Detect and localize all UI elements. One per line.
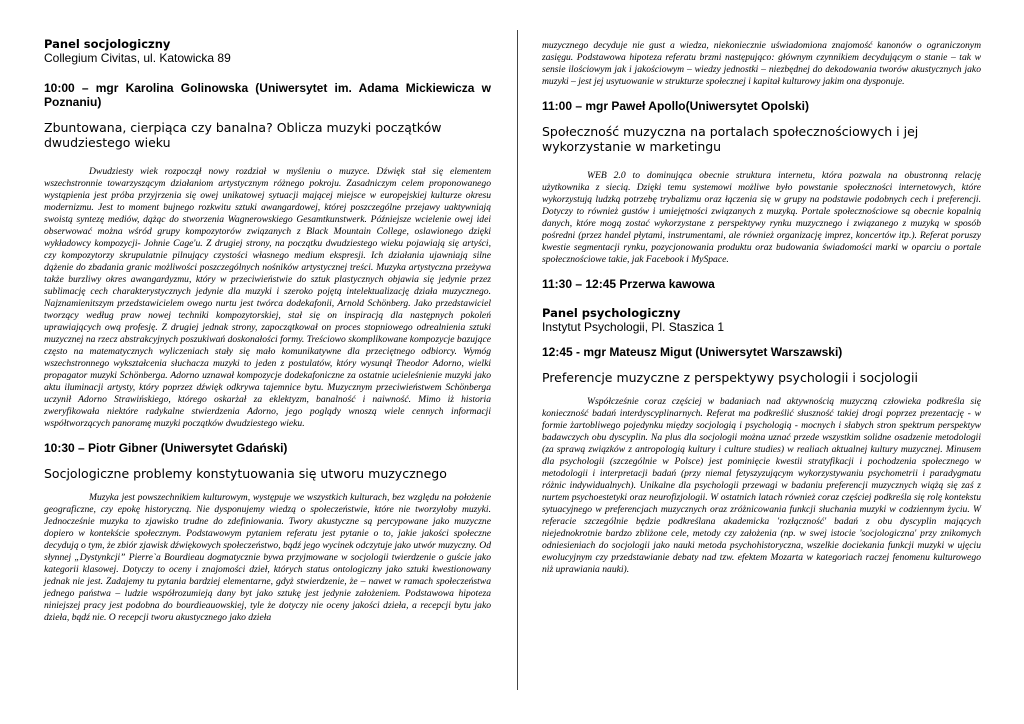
left-column <box>44 38 491 624</box>
talk-header: 11:00 – mgr Paweł Apollo(Uniwersytet Opolski) <box>542 99 809 113</box>
break-header: 11:30 – 12:45 Przerwa kawowa <box>542 277 715 291</box>
talk-abstract: Współcześnie coraz częściej w badaniach nad aktywnością muzyczną człowieka podkreśla się konieczność badań interdyscyplinarnych. Referat ma podkreślić słuszność takiej drogi poprzez prezentację - w formie żartobliwego pojedynku między socjologią i psychologią - mocnych i słabych stron spektrum perspektyw badawczych obu dyscyplin. Na plus dla socjologii można uznać przede wszystkim solidne osadzenie metodologii (za sprawą związków z antropologią kultury i culture studies) w realiach aktualnej kultury muzycznej. Minusem dla psychologii (szczególnie w Polsce) jest pominięcie kwestii stratyfikacji i pochodzenia społecznego w metodologii i interpretacji badań (przy niemal fetyszyzującym wykorzystywaniu psychometrii i paradygmatu różnic indywidualnych). Unikalne dla psychologii przewagi w badaniu preferencji muzycznych wiążą się zaś z nurtem psychoestetyki oraz neurofizjologii. W ostatnich latach również coraz częściej podkreśla się rolę kontekstu sytuacyjnego w preferencjach muzycznych oraz zróżnicowania funkcji słuchania muzyki w codziennym życiu. W referacie szczególnie będzie podkreślana akademicka 'rozłączność' badań z obu dyscyplin mających niejednokrotnie bardzo zbliżone cele, metody czy założenia (np. w swej istocie 'socjologiczna' przy znikomych odniesieniach do socjologii jako nauki metoda psychohistoryczna, wszelkie dociekania funkcji muzyki w ujęciu ewolucyjnym czy przedstawianie debaty nad tzw. efektem Mozarta w kategoriach raczej fenomenu kulturowego niż uprawiania nauki). <box>542 396 981 575</box>
talk-title: Zbuntowana, cierpiąca czy banalna? Oblicza muzyki początków dwudziestego wieku <box>44 120 442 150</box>
talk-title: Socjologiczne problemy konstytuowania się utworu muzycznego <box>44 466 447 481</box>
talk-header: 10:00 – mgr Karolina Golinowska (Uniwersytet im. Adama Mickiewicza w Poznaniu) <box>44 81 491 109</box>
talk-title: Społeczność muzyczna na portalach społecznościowych i jej wykorzystanie w marketingu <box>542 124 919 154</box>
panel-title: Panel socjologiczny <box>44 37 171 51</box>
panel-title: Panel psychologiczny <box>542 306 681 320</box>
talk-abstract: Dwudziesty wiek rozpoczął nowy rozdział w myśleniu o muzyce. Dźwięk stał się elementem wszechstronnie towarzyszącym działaniom artystycznym różnego pokroju. Zasadniczym celem proponowanego wystąpienia jest próba przyjrzenia się owej unikatowej sytuacji mającej miejsce w europejskiej kulturze okresu modernizmu. Jest to moment bujnego rozkwitu sztuki awangardowej, której poszczególne przejawy uaktywniają swoistą syntezę mediów, dążąc do stworzenia Wagnerowskiego Gesamtkunstwerk. Późniejsze wcielenie owej idei obserwować można wśród grupy kompozytorów związanych z Black Mountain College, oslawionego dzięki wykładowcy kompozycji- Johnie Cage'u. Z drugiej strony, na początku dwudziestego wieku pojawiają się artyści, czy kompozytorzy skrupulatnie pilnujący czystości własnego medium ekspresji. Ich działania ujawniają silne dążenie do zbadania granic możliwości poszczególnych nośników artystycznej treści. Muzyka artystyczna przeżywa także burzliwy okres awangardyzmu, który w przeciwieństwie do sztuk plastycznych objawia się jedynie przez sublimację cech charakterystycznych jedynie dla muzyki i szeroko pojętą intelektualizację działa muzycznego. Najznamienitszym przedstawicielem owego nurtu jest twórca dodekafonii, Arnold Schönberg. Jako przedstawiciel tworzący według praw nowej techniki kompozytorskiej, stał się on inspiracją dla następnych pokoleń uprawiających ową profesję. Z drugiej jednak strony, zapoczątkował on proces stopniowego odrealnienia sztuki muzycznej na rzecz abstrakcyjnych poszukiwań doskonałości formy. Treściowo skomplikowane kompozycje bazujące często na matematycznych wyliczeniach stały się mało komunikatywne dla przeciętnego odbiorcy. Wymóg wszechstronnego wykształcenia słuchacza muzyki to jeden z postulatów, który wysunął Theodor Adorno, wielki propagator muzyki Schönberga. Adorno uznawał kompozycje dodekafoniczne za ostatnie ucieleśnienie muzyki jako aktu iluminacji artysty, który poprzez dźwięk odkrywa tajemnice bytu. Muzycznym przeciwieństwem Schönberga uczynił Adorno Strawińskiego, którego oskarżał za eklektyzm, banalność i naiwność. Mimo iż historia zweryfikowała niektóre radykalne stwierdzenia Adorno, jego poglądy wnoszą wiele cennych informacji współtworzących panoramę muzyki początków dwudziestego wieku. <box>44 166 492 429</box>
panel-venue: Collegium Civitas, ul. Katowicka 89 <box>44 51 231 65</box>
talk-header: 10:30 – Piotr Gibner (Uniwersytet Gdański) <box>44 441 288 455</box>
talk-abstract: Muzyka jest powszechnikiem kulturowym, występuje we wszystkich kulturach, bez względu na położenie geograficzne, czy epokę historyczną. Nie dysponujemy wiedzą o społeczeństwie, które nie tworzyłoby muzyki. Jednocześnie muzyka to zjawisko trudne do zdefiniowania. Twory akustyczne są percypowane jako muzyczne dopiero w kontekście społecznym. Podstawowym pytaniem referatu jest pytanie o to, jakie jakości społeczne decydują o tym, że zbiór zjawisk dźwiękowych społeczeństwo, bądź jego wycinek odczytuje jako utwór muzyczny. Od słynnej „Dystynkcji” Pierre`a Bourdieau dogmatycznie bywa przyjmowane w socjologii twierdzenie o guście jako kategorii klasowej. Dotyczy to oceny i znajomości dzieł, których status ontologiczny jako sztuki kwestionowany jednak nie jest. Zadajemy tu pytania bardziej elementarne, gdyż stwierdzenie, że – nawet w ramach społeczeństwa jednego państwa – ludzie współrozumieją dany byt jako sztukę jest jedynie założeniem. Podstawowa hipoteza niniejszej pracy jest podobna do bourdieauowskiej, tyle że dotyczy nie oceny jakości dzieła, a recepcji bytu jako dzieła, bądź nie. O recepcji tworu akustycznego jako dzieła <box>44 492 491 623</box>
panel-venue: Instytut Psychologii, Pl. Staszica 1 <box>542 320 725 334</box>
talk-title: Preferencje muzyczne z perspektywy psychologii i socjologii <box>542 370 918 385</box>
column-divider <box>517 30 518 690</box>
talk-header: 12:45 - mgr Mateusz Migut (Uniwersytet Warszawski) <box>542 345 843 359</box>
talk-abstract-continuation: muzycznego decyduje nie gust a wiedza, niekoniecznie uświadomiona znajomość kanonów o ograniczonym zasięgu. Podstawowa hipoteza referatu brzmi następująco: głównym czynnikiem decydującym o stanie – tak w sensie ilościowym jak i jakościowym – wiedzy jednostki – niezbędnej do dekodowania tworów akustycznych jako muzyki – jest jej usytuowanie w strukturze społecznej i kapitał kulturowy jakim ona dysponuje. <box>542 40 981 87</box>
right-column <box>542 40 981 576</box>
talk-abstract: WEB 2.0 to dominująca obecnie struktura internetu, która pozwala na obustronną relację użytkownika z siecią. Dzięki temu systemowi możliwe było powstanie społeczności internetowych, które wykorzystują ludzką potrzebę trybalizmu oraz łączenia się w grupy na podstawie podobnych cech i preferencji. Dotyczy to również gustów i umiejętności związanych z muzyką. Portale społecznościowe są obecnie kopalnią danych, które mogą zostać wykorzystane z perspektywy rynku muzycznego i związanego z muzyką w sposób pośredni (przez handel płytami, instrumentami, ale również organizację imprez, koncertów itp.). Referat poruszy kwestie segmentacji rynku, pozycjonowania produktu oraz budowania świadomości marki w oparciu o portale społecznościowe takie, jak Facebook i MySpace. <box>542 170 981 265</box>
